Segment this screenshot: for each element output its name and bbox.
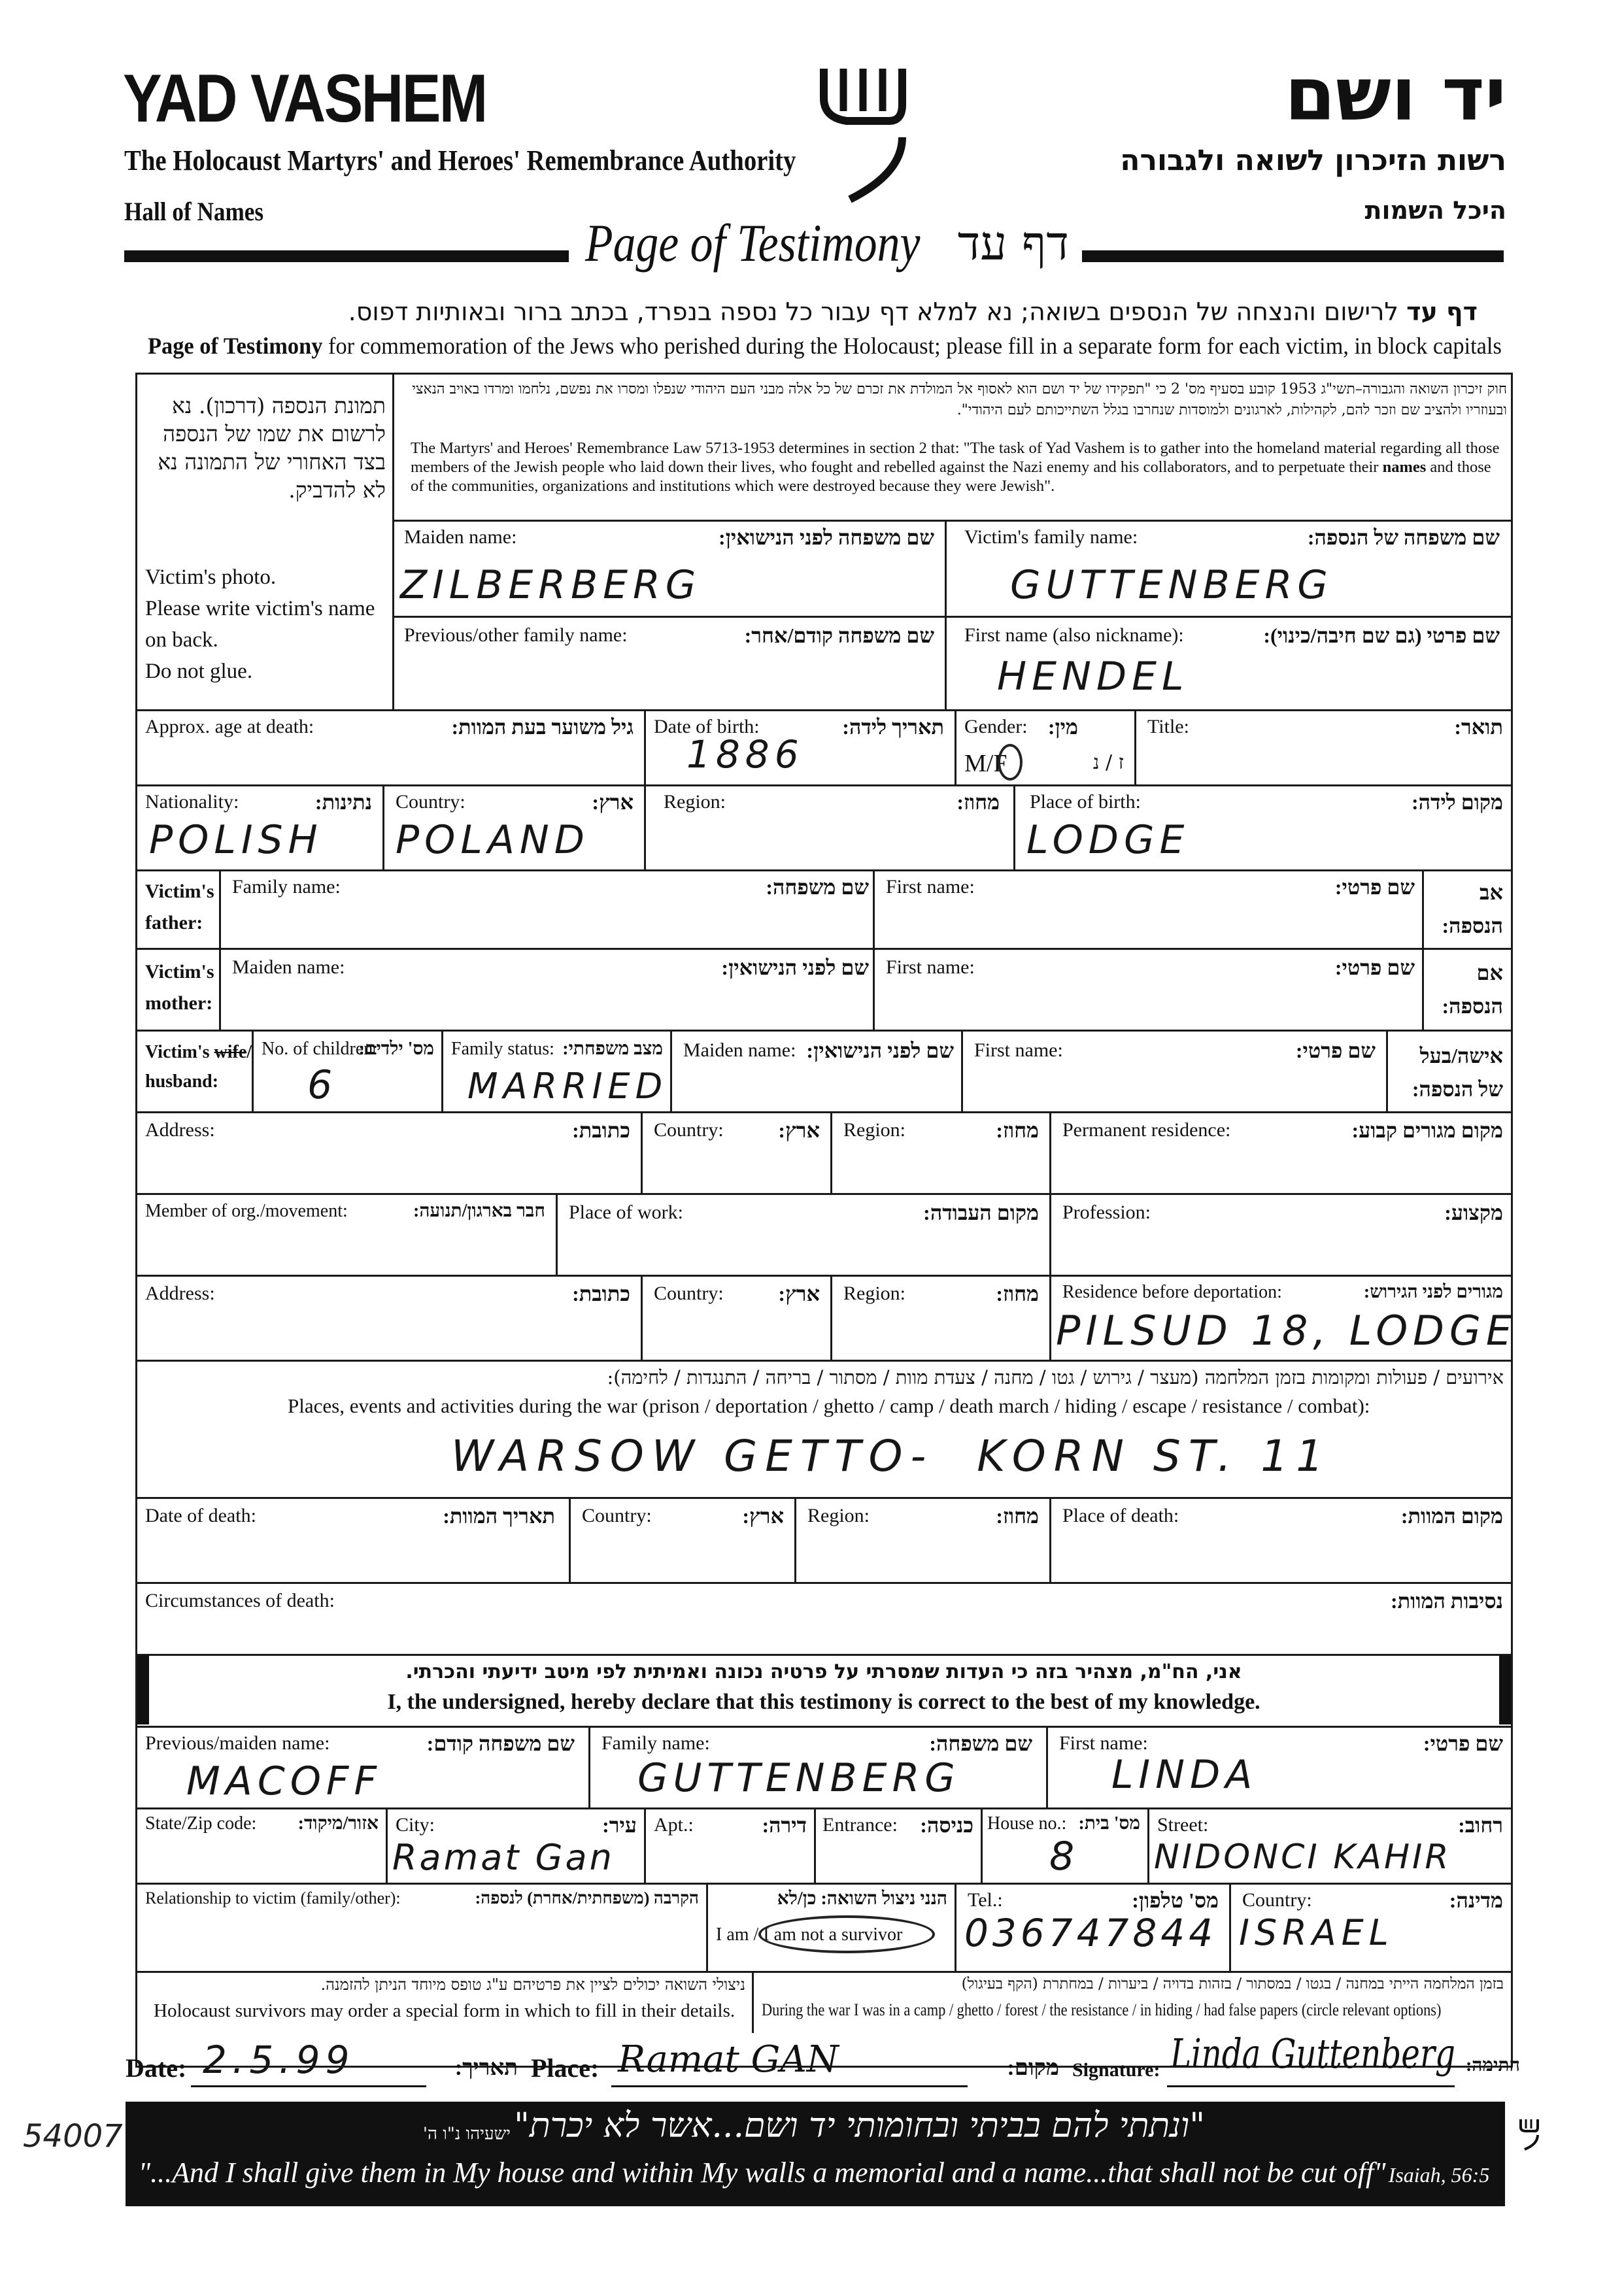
address2-region-label-he: מחוז: [996, 1282, 1039, 1305]
org-subtitle-he: רשות הזיכרון לשואה ולגבורה [1120, 144, 1506, 177]
family-name-label-he: שם משפחה של הנספה: [1307, 526, 1500, 549]
photo-box-en-1: Victim's photo. [145, 565, 277, 589]
hall-of-names-en: Hall of Names [124, 197, 264, 226]
signature-label-he: חתימה: [1465, 2055, 1520, 2076]
address1-country-label-en: Country: [654, 1119, 724, 1141]
spouse-row-label-en: Victim's wife/ husband: [145, 1042, 252, 1092]
entrance-label-en: Entrance: [822, 1814, 898, 1836]
date-value[interactable]: 2.5.99 [203, 2038, 355, 2082]
tel-label-he: מס' טלפון: [1132, 1889, 1219, 1912]
spouse-first-label-he: שם פרטי: [1295, 1039, 1376, 1062]
law-text-he: חוק זיכרון השואה והגבורה–תשי"ג 1953 קובע בסעיף מס' 2 כי "תפקידו של יד ושם הוא לאסוף אל המולדת את זכרם של כל אלה מבני העם היהודי שנפלו ומסרו את נפשם, נלחמו ומרדו באויב הנאצי ובעוזריו ולהציב שם וזכר להם, לקהילות, לארגונים ולמוסדות שנחרבו בגלל השתייכותם לעם היהודי". [412, 381, 1507, 418]
mother-maiden-label-en: Maiden name: [232, 956, 345, 978]
workplace-label-en: Place of work: [569, 1202, 683, 1223]
dob-label-he: תאריך לידה: [842, 715, 944, 739]
title-rule-right [1082, 250, 1504, 262]
struck-wife: wife [214, 1042, 247, 1062]
signature-value[interactable]: Linda Guttenberg [1170, 2030, 1455, 2077]
member-label-en: Member of org./movement: [145, 1201, 348, 1221]
war-value[interactable]: WARSOW GETTO- KORN ST. 11 [451, 1431, 1332, 1481]
death-place-label-he: מקום המוות: [1400, 1504, 1503, 1528]
birthplace-value[interactable]: LODGE [1026, 817, 1190, 863]
first-name-value[interactable]: HENDEL [997, 654, 1189, 699]
death-date-label-he: תאריך המוות: [443, 1504, 555, 1528]
signature-label-en: Signature: [1072, 2059, 1160, 2081]
declaration-en: I, the undersigned, hereby declare that this testimony is correct to the best of my knowledge. [387, 1690, 1260, 1714]
sub-family-label-he: שם משפחה: [929, 1732, 1032, 1755]
spouse-maiden-label-en: Maiden name: [683, 1039, 796, 1061]
war-label-he: אירועים / פעולות ומקומות בזמן המלחמה (מעצר / גירוש / גטו / מחנה / צעדת מוות / מסתור / בריחה / התנגדות / לחימה): [607, 1366, 1504, 1388]
zip-label-en: State/Zip code: [145, 1813, 257, 1834]
sub-country-label-he: מדינה: [1449, 1889, 1503, 1912]
father-family-label-he: שם משפחה: [766, 875, 869, 899]
address2-country-label-en: Country: [654, 1283, 724, 1304]
yad-vashem-logo [811, 59, 915, 216]
nationality-value[interactable]: POLISH [149, 817, 323, 863]
maiden-name-value[interactable]: ZILBERBERG [400, 562, 702, 608]
prev-name-label-he: שם משפחה קודם/אחר: [744, 624, 934, 647]
mother-first-label-he: שם פרטי: [1334, 956, 1415, 979]
instructions-en [148, 332, 1502, 360]
footer-ref-he: ישעיהו נ"ו ה' [422, 2124, 511, 2144]
region-label-en: Region: [664, 791, 726, 813]
tel-label-en: Tel.: [968, 1889, 1003, 1911]
apt-label-en: Apt.: [654, 1814, 694, 1836]
war-label-en: Places, events and activities during the war (prison / deportation / ghetto / camp / death march / hiding / escape / resistance / combat): [288, 1394, 1370, 1417]
law-text-en [411, 439, 1502, 496]
photo-box-en-2: Please write victim's name [145, 596, 375, 620]
city-label-he: עיר: [602, 1813, 637, 1837]
footer-quote-he [137, 2106, 1491, 2145]
address1-country-label-he: ארץ: [778, 1118, 820, 1142]
mother-first-label-en: First name: [886, 956, 975, 978]
place-value[interactable]: Ramat GAN [618, 2038, 839, 2081]
father-family-label-en: Family name: [232, 876, 341, 898]
place-underline [611, 2085, 968, 2087]
law-text-en-post: and those of the communities, organizations and institutions which were destroyed because they were Jewish". [411, 458, 1491, 495]
instructions-he [150, 297, 1478, 326]
declaration-bar-right [1499, 1655, 1511, 1724]
place-label-en: Place: [531, 2053, 600, 2083]
death-region-label-en: Region: [807, 1505, 870, 1526]
street-label-he: רחוב: [1458, 1813, 1503, 1837]
title-label-en: Title: [1147, 716, 1189, 737]
death-date-label-en: Date of death: [145, 1505, 256, 1526]
member-label-he: חבר בארגון/תנועה: [413, 1201, 545, 1221]
age-label-he: גיל משוער בעת המוות: [451, 715, 634, 739]
mother-maiden-label-he: שם לפני הנישואין: [721, 956, 869, 979]
mother-row-label-en: Victim's mother: [145, 961, 214, 1014]
death-country-label-en: Country: [582, 1505, 652, 1526]
gender-label-en: Gender: [964, 716, 1028, 737]
father-first-label-he: שם פרטי: [1334, 875, 1415, 899]
address1-label-he: כתובת: [572, 1118, 630, 1142]
place-label-he: מקום: [1007, 2056, 1059, 2080]
sub-first-value[interactable]: LINDA [1111, 1752, 1258, 1798]
city-label-en: City: [396, 1814, 435, 1836]
footer-ref-en: Isaiah, 56:5 [1388, 2163, 1490, 2187]
sub-prev-label-he: שם משפחה קודם: [426, 1732, 575, 1755]
date-underline [191, 2085, 426, 2087]
survivor-label-he: הנני ניצול השואה: כן/לא [777, 1889, 947, 1909]
age-label-en: Approx. age at death: [145, 716, 314, 737]
gender-label-he: מין: [1047, 715, 1078, 739]
nationality-label-he: נתינות: [314, 790, 372, 814]
footer-quote-en [137, 2156, 1491, 2189]
first-name-label-en: First name (also nickname): [964, 624, 1184, 646]
instructions-en-bold: Page of Testimony [148, 333, 323, 359]
country-label-he: ארץ: [592, 790, 634, 814]
spouse-maiden-label-he: שם לפני הנישואין: [806, 1039, 954, 1062]
sub-prev-label-en: Previous/maiden name: [145, 1732, 330, 1754]
form-title-he: דף עד [957, 216, 1069, 271]
small-logo-mark [1518, 2117, 1540, 2152]
death-place-label-en: Place of death: [1062, 1505, 1179, 1526]
father-row-label-en: Victim's father: [145, 881, 214, 933]
photo-box-en-4: Do not glue. [145, 659, 253, 683]
house-label-en: House no.: [987, 1813, 1067, 1834]
children-label-en: No. of children: [262, 1039, 379, 1059]
profession-label-he: מקצוע: [1444, 1201, 1503, 1224]
deport-label-en: Residence before deportation: [1062, 1282, 1282, 1302]
footer-quote-en-text: "...And I shall give them in My house and within My walls a memorial and a name...that shall not be cut off" [138, 2157, 1386, 2189]
profession-label-en: Profession: [1062, 1202, 1151, 1223]
special-form-he: ניצולי השואה יכולים לציין את פרטיהם ע"ג טופס מיוחד הניתן להזמנה. [320, 1975, 745, 1994]
gender-circle-mark [998, 744, 1023, 781]
death-country-label-he: ארץ: [742, 1504, 784, 1528]
city-value[interactable]: Ramat Gan [392, 1837, 615, 1878]
relation-label-en: Relationship to victim (family/other): [145, 1889, 401, 1908]
sub-country-value[interactable]: ISRAEL [1239, 1912, 1394, 1953]
street-value[interactable]: NIDONCI KAHIR [1154, 1838, 1451, 1877]
address1-perm-label-he: מקום מגורים קבוע: [1351, 1118, 1503, 1142]
death-region-label-he: מחוז: [996, 1504, 1039, 1528]
relation-label-he: הקרבה (משפחתית/אחרת) לנספה: [475, 1889, 699, 1908]
spouse-row-label-he: אישה/בעל של הנספה: [1412, 1044, 1503, 1101]
special-form-en: Holocaust survivors may order a special form in which to fill in their details. [154, 2000, 736, 2021]
maiden-name-label-en: Maiden name: [404, 526, 517, 548]
sub-family-value[interactable]: GUTTENBERG [637, 1755, 960, 1801]
house-value[interactable]: 8 [1049, 1834, 1080, 1879]
deport-label-he: מגורים לפני הגירוש: [1363, 1282, 1503, 1302]
address2-label-he: כתובת: [572, 1282, 630, 1305]
status-label-he: מצב משפחתי: [562, 1039, 663, 1059]
dob-label-en: Date of birth: [654, 716, 760, 737]
spouse-first-label-en: First name: [974, 1039, 1063, 1061]
declaration-bar-left [137, 1655, 149, 1724]
zip-label-he: אזור/מיקוד: [297, 1813, 379, 1834]
workplace-label-he: מקום העבודה: [923, 1201, 1039, 1224]
address1-label-en: Address: [145, 1119, 215, 1141]
survivor-circle-mark [758, 1915, 935, 1953]
family-name-value[interactable]: GUTTENBERG [1010, 562, 1333, 608]
address2-country-label-he: ארץ: [778, 1282, 820, 1305]
sub-country-label-en: Country: [1242, 1889, 1312, 1911]
father-row-label-he: אב הנספה: [1442, 881, 1503, 938]
address1-region-label-en: Region: [843, 1119, 905, 1141]
form-title-en: Page of Testimony [585, 213, 921, 273]
country-value[interactable]: POLAND [396, 817, 590, 863]
address1-region-label-he: מחוז: [996, 1118, 1039, 1142]
country-label-en: Country: [396, 791, 465, 813]
org-subtitle-en: The Holocaust Martyrs' and Heroes' Remembrance Authority [124, 144, 796, 176]
deport-value[interactable]: PILSUD 18, LODGE [1056, 1307, 1517, 1354]
street-label-en: Street: [1157, 1814, 1209, 1836]
instructions-he-text: לרישום והנצחה של הנספים בשואה; נא למלא דף עבור כל נספה בנפרד, בכתב ברור ובאותיות דפוס. [348, 297, 1399, 326]
status-label-en: Family status: [451, 1039, 554, 1059]
maiden-name-label-he: שם משפחה לפני הנישואין: [719, 526, 934, 549]
law-text-en-bold: names [1382, 458, 1427, 476]
children-label-he: מס' ילדים: [358, 1039, 434, 1059]
org-name-he: יד ושם [1284, 52, 1506, 137]
during-war-he: בזמן המלחמה הייתי במחנה / בגטו / במסתור / בזהות בדויה / ביערות / במחתרת (הקף בעיגול) [961, 1975, 1504, 1992]
children-value[interactable]: 6 [307, 1062, 338, 1108]
dob-value[interactable]: 1886 [686, 732, 804, 777]
footer-quote-he-text: "ונתתי להם בביתי ובחומותי יד ושם...אשר לא יכרת" [514, 2106, 1206, 2145]
survivor-option-en[interactable]: I am / I am not a survivor [716, 1925, 903, 1945]
sub-first-label-he: שם פרטי: [1423, 1732, 1503, 1755]
circumstances-label-he: נסיבות המוות: [1390, 1589, 1503, 1613]
hall-of-names-he: היכל השמות [1364, 196, 1506, 225]
address1-perm-label-en: Permanent residence: [1062, 1119, 1231, 1141]
instructions-en-text: for commemoration of the Jews who perished during the Holocaust; please fill in a separate form for each victim, in block capitals [328, 333, 1502, 359]
during-war-en: During the war I was in a camp / ghetto / forest / the resistance / in hiding / had false papers (circle relevant options) [762, 2000, 1442, 2019]
title-rule-left [124, 250, 569, 262]
declaration-he: אני, הח"מ, מצהיר בזה כי העדות שמסרתי על פרטיה נכונה ואמיתית לפי מיטב ידיעתי והכרתי. [405, 1660, 1242, 1683]
status-value[interactable]: MARRIED [467, 1066, 668, 1107]
family-name-label-en: Victim's family name: [964, 526, 1138, 548]
org-name-en: YAD VASHEM [123, 61, 486, 137]
title-label-he: תואר: [1454, 715, 1503, 739]
sub-first-label-en: First name: [1059, 1732, 1148, 1754]
photo-box-he: תמונת הנספה (דרכון). נא לרשום את שמו של הנספה בצד האחורי של התמונה נא לא להדביק. [158, 393, 386, 503]
instructions-he-bold: דף עד [1406, 297, 1478, 326]
photo-box-en [145, 562, 375, 687]
circumstances-label-en: Circumstances of death: [145, 1590, 335, 1611]
signature-underline [1167, 2085, 1455, 2087]
gender-options-he: ז / נ [1092, 751, 1124, 774]
entrance-label-he: כניסה: [920, 1813, 973, 1837]
mother-row-label-he: אם הנספה: [1442, 961, 1503, 1018]
region-label-he: מחוז: [956, 790, 1000, 814]
house-label-he: מס' בית: [1078, 1813, 1140, 1834]
sub-family-label-en: Family name: [601, 1732, 710, 1754]
address2-region-label-en: Region: [843, 1283, 905, 1304]
tel-value[interactable]: 036747844 [964, 1911, 1217, 1955]
birthplace-label-en: Place of birth: [1030, 791, 1141, 813]
date-label-en: Date: [126, 2053, 187, 2083]
date-label-he: תאריך: [454, 2056, 518, 2080]
margin-number: 54007 [23, 2118, 123, 2155]
nationality-label-en: Nationality: [145, 791, 239, 813]
father-first-label-en: First name: [886, 876, 975, 898]
law-text-en-pre: The Martyrs' and Heroes' Remembrance Law 5713-1953 determines in section 2 that: "The task of Yad Vashem is to gather into the homeland material regarding all those members of the Jewish people who laid down their lives, who fought and rebelled against the Nazi enemy and his collaborators, and to perpetuate their [411, 439, 1500, 476]
gender-options-en[interactable]: M/F [964, 750, 1007, 777]
sub-prev-value[interactable]: MACOFF [186, 1758, 382, 1804]
photo-box-en-3: on back. [145, 628, 218, 652]
first-name-label-he: שם פרטי (גם שם חיבה/כינוי): [1263, 624, 1500, 647]
apt-label-he: דירה: [762, 1813, 807, 1837]
birthplace-label-he: מקום לידה: [1411, 790, 1503, 814]
prev-name-label-en: Previous/other family name: [404, 624, 628, 646]
address2-label-en: Address: [145, 1283, 215, 1304]
